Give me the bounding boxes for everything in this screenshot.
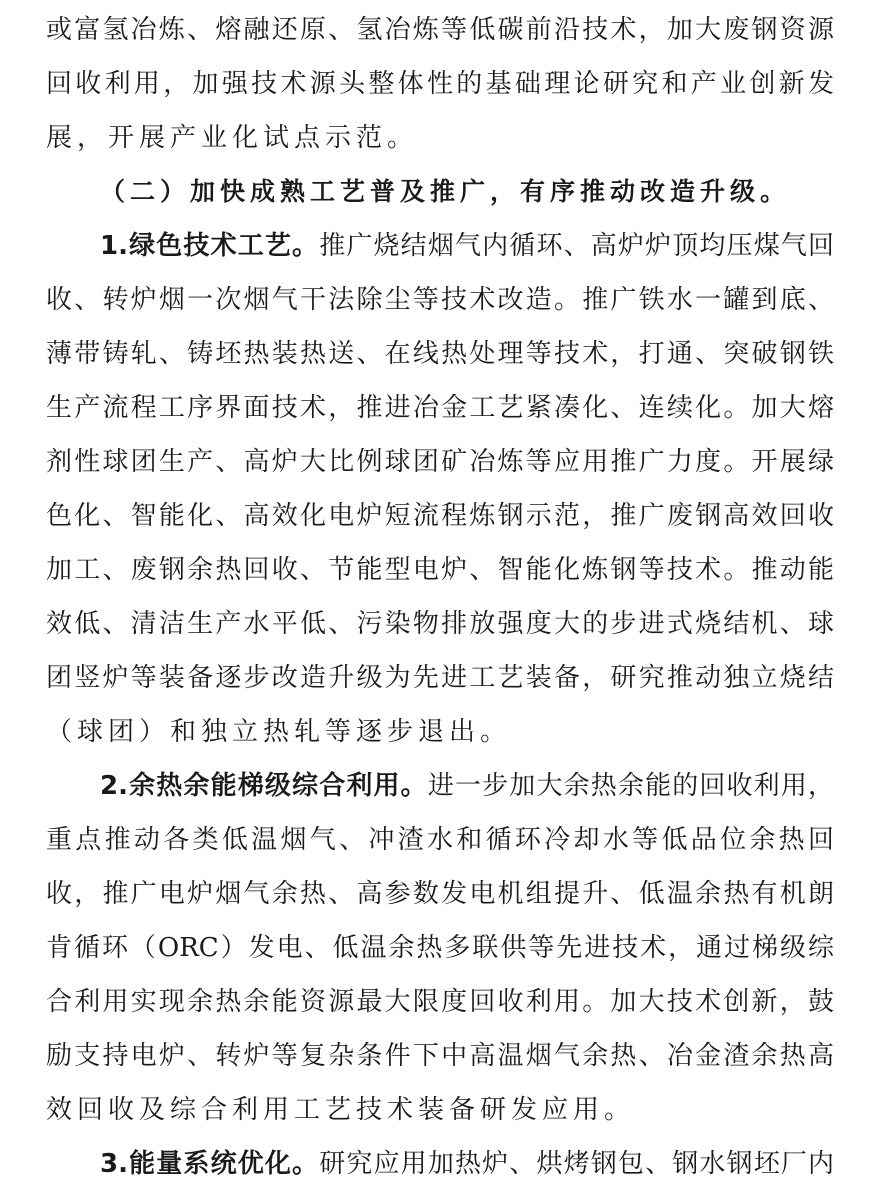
paragraph-line: 加工、废钢余热回收、节能型电炉、智能化炼钢等技术。推动能 [46,555,834,585]
paragraph-line: 重点推动各类低温烟气、冲渣水和循环冷却水等低品位余热回 [46,825,834,855]
paragraph-line: （球团）和独立热轧等逐步退出。 [46,717,512,747]
paragraph-line: 或富氢冶炼、熔融还原、氢冶炼等低碳前沿技术，加大废钢资源 [46,15,834,45]
paragraph-line: 生产流程工序界面技术，推进冶金工艺紧凑化、连续化。加大熔 [46,393,834,423]
paragraph-line: 薄带铸轧、铸坯热装热送、在线热处理等技术，打通、突破钢铁 [46,339,834,369]
paragraph-text: 推广烧结烟气内循环、高炉炉顶均压煤气回 [319,231,834,261]
paragraph-line: 团竖炉等装备逐步改造升级为先进工艺装备，研究推动独立烧结 [46,663,834,693]
paragraph-line: 肯循环（ORC）发电、低温余热多联供等先进技术，通过梯级综 [46,933,834,963]
paragraph-line: 色化、智能化、高效化电炉短流程炼钢示范，推广废钢高效回收 [46,501,834,531]
paragraph-line: 剂性球团生产、高炉大比例球团矿冶炼等应用推广力度。开展绿 [46,447,834,477]
paragraph-line: 效低、清洁生产水平低、污染物排放强度大的步进式烧结机、球 [46,609,834,639]
paragraph-text: 研究应用加热炉、烘烤钢包、钢水钢坯厂内 [319,1149,834,1179]
subsection-title: 3.能量系统优化。 [100,1149,320,1179]
paragraph-line: 收、转炉烟一次烟气干法除尘等技术改造。推广铁水一罐到底、 [46,285,834,315]
paragraph-line: 励支持电炉、转炉等复杂条件下中高温烟气余热、冶金渣余热高 [46,1041,834,1071]
paragraph-line: 回收利用，加强技术源头整体性的基础理论研究和产业创新发 [46,69,834,99]
paragraph-line [100,1137,834,1183]
subsection-title: 2.余热余能梯级综合利用。 [100,771,428,801]
paragraph-line: 展，开展产业化试点示范。 [46,123,419,153]
paragraph-line [100,759,834,813]
subsection-title: 1.绿色技术工艺。 [100,231,320,261]
paragraph-line: 效回收及综合利用工艺技术装备研发应用。 [46,1095,636,1125]
paragraph-line: 收，推广电炉烟气余热、高参数发电机组提升、低温余热有机朗 [46,879,834,909]
paragraph-text: 进一步加大余热余能的回收利用， [427,771,834,801]
paragraph-line [100,219,834,273]
paragraph-line: 合利用实现余热余能资源最大限度回收利用。加大技术创新，鼓 [46,987,834,1017]
section-heading: （二）加快成熟工艺普及推广，有序推动改造升级。 [100,177,791,206]
